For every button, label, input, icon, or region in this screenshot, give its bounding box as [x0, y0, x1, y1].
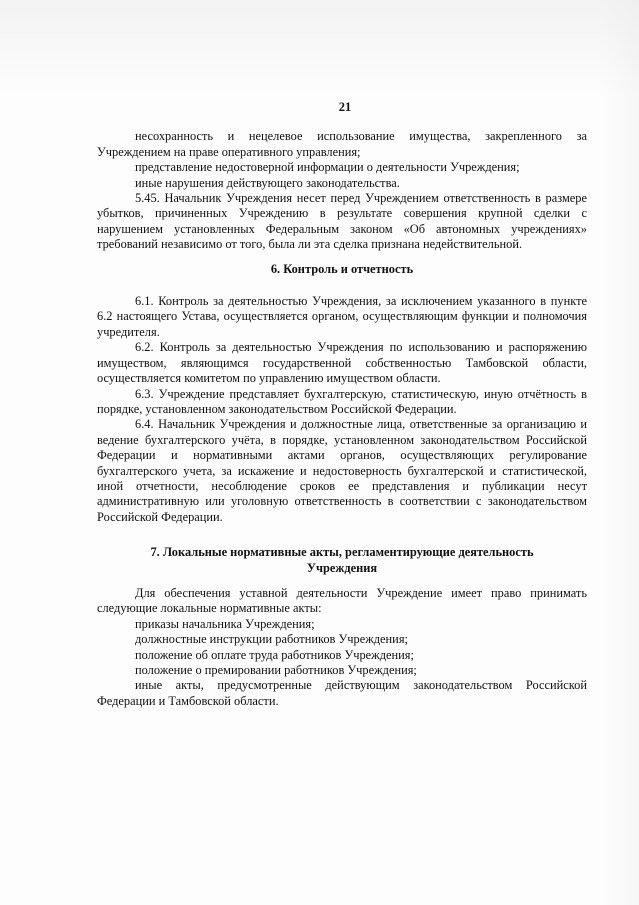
- list-item: положение о премировании работников Учреждения;: [135, 663, 417, 677]
- paragraph-6-3: 6.3. Учреждение представляет бухгалтерскую, статистическую, иную отчётность в порядке, установленном законодательством Российской Федерации.: [97, 386, 587, 416]
- paragraph: несохранность и нецелевое использование имущества, закрепленного за Учреждением на праве оперативного управления;: [97, 129, 587, 159]
- section-heading-7-line1: 7. Локальные нормативные акты, регламентирующие деятельность: [150, 545, 534, 560]
- paragraph: иные нарушения действующего законодательства.: [135, 175, 400, 190]
- paragraph-7-intro: Для обеспечения уставной деятельности Учреждение имеет право принимать следующие локальные нормативные акты:: [97, 585, 587, 616]
- list-item: положение об оплате труда работников Учреждения;: [135, 647, 414, 662]
- list-item: приказы начальника Учреждения;: [135, 616, 315, 631]
- paragraph-6-4: 6.4. Начальник Учреждения и должностные лица, ответственные за организацию и ведение бухгалтерского учёта, в порядке, установленном законодательством Российской Федерации и нормативными актами органов, осуществляющих регулирование бухгалтерского учета, за искажение и недостоверность бухгалтерской и статистической, иной отчетности, несоблюдение сроков ее представления и публикации несут административную или уголовную ответственность в соответствии с законодательством Российской Федерации.: [97, 417, 587, 524]
- paragraph: 5.45. Начальник Учреждения несет перед Учреждением ответственность в размере убытков, причиненных Учреждению в результате совершения крупной сделки с нарушением установленных Федеральным законом «Об автономных учреждениях» требований независимо от того, была ли эта сделка признана недействительной.: [97, 191, 587, 252]
- page-number: 21: [338, 100, 352, 114]
- list-item: должностные инструкции работников Учреждения;: [135, 632, 408, 647]
- document-body: [97, 100, 587, 709]
- section-heading-7-line2: Учреждения: [306, 560, 378, 575]
- scan-edge: [599, 0, 639, 905]
- list-item: иные акты, предусмотренные действующим законодательством Российской Федерации и Тамбовской области.: [97, 678, 587, 708]
- scan-shadow: [0, 0, 639, 95]
- paragraph-6-2: 6.2. Контроль за деятельностью Учреждения по использованию и распоряжению имуществом, являющимся государственной собственностью Тамбовской области, осуществляется комитетом по управлению имуществом области.: [97, 340, 587, 386]
- section-heading-6: 6. Контроль и отчетность: [270, 261, 414, 276]
- paragraph-6-1: 6.1. Контроль за деятельностью Учреждения, за исключением указанного в пункте 6.2 настоящего Устава, осуществляется органом, осуществляющим функции и полномочия учредителя.: [97, 294, 587, 339]
- paragraph: представление недостоверной информации о деятельности Учреждения;: [135, 160, 520, 175]
- section-heading-7: [97, 545, 587, 576]
